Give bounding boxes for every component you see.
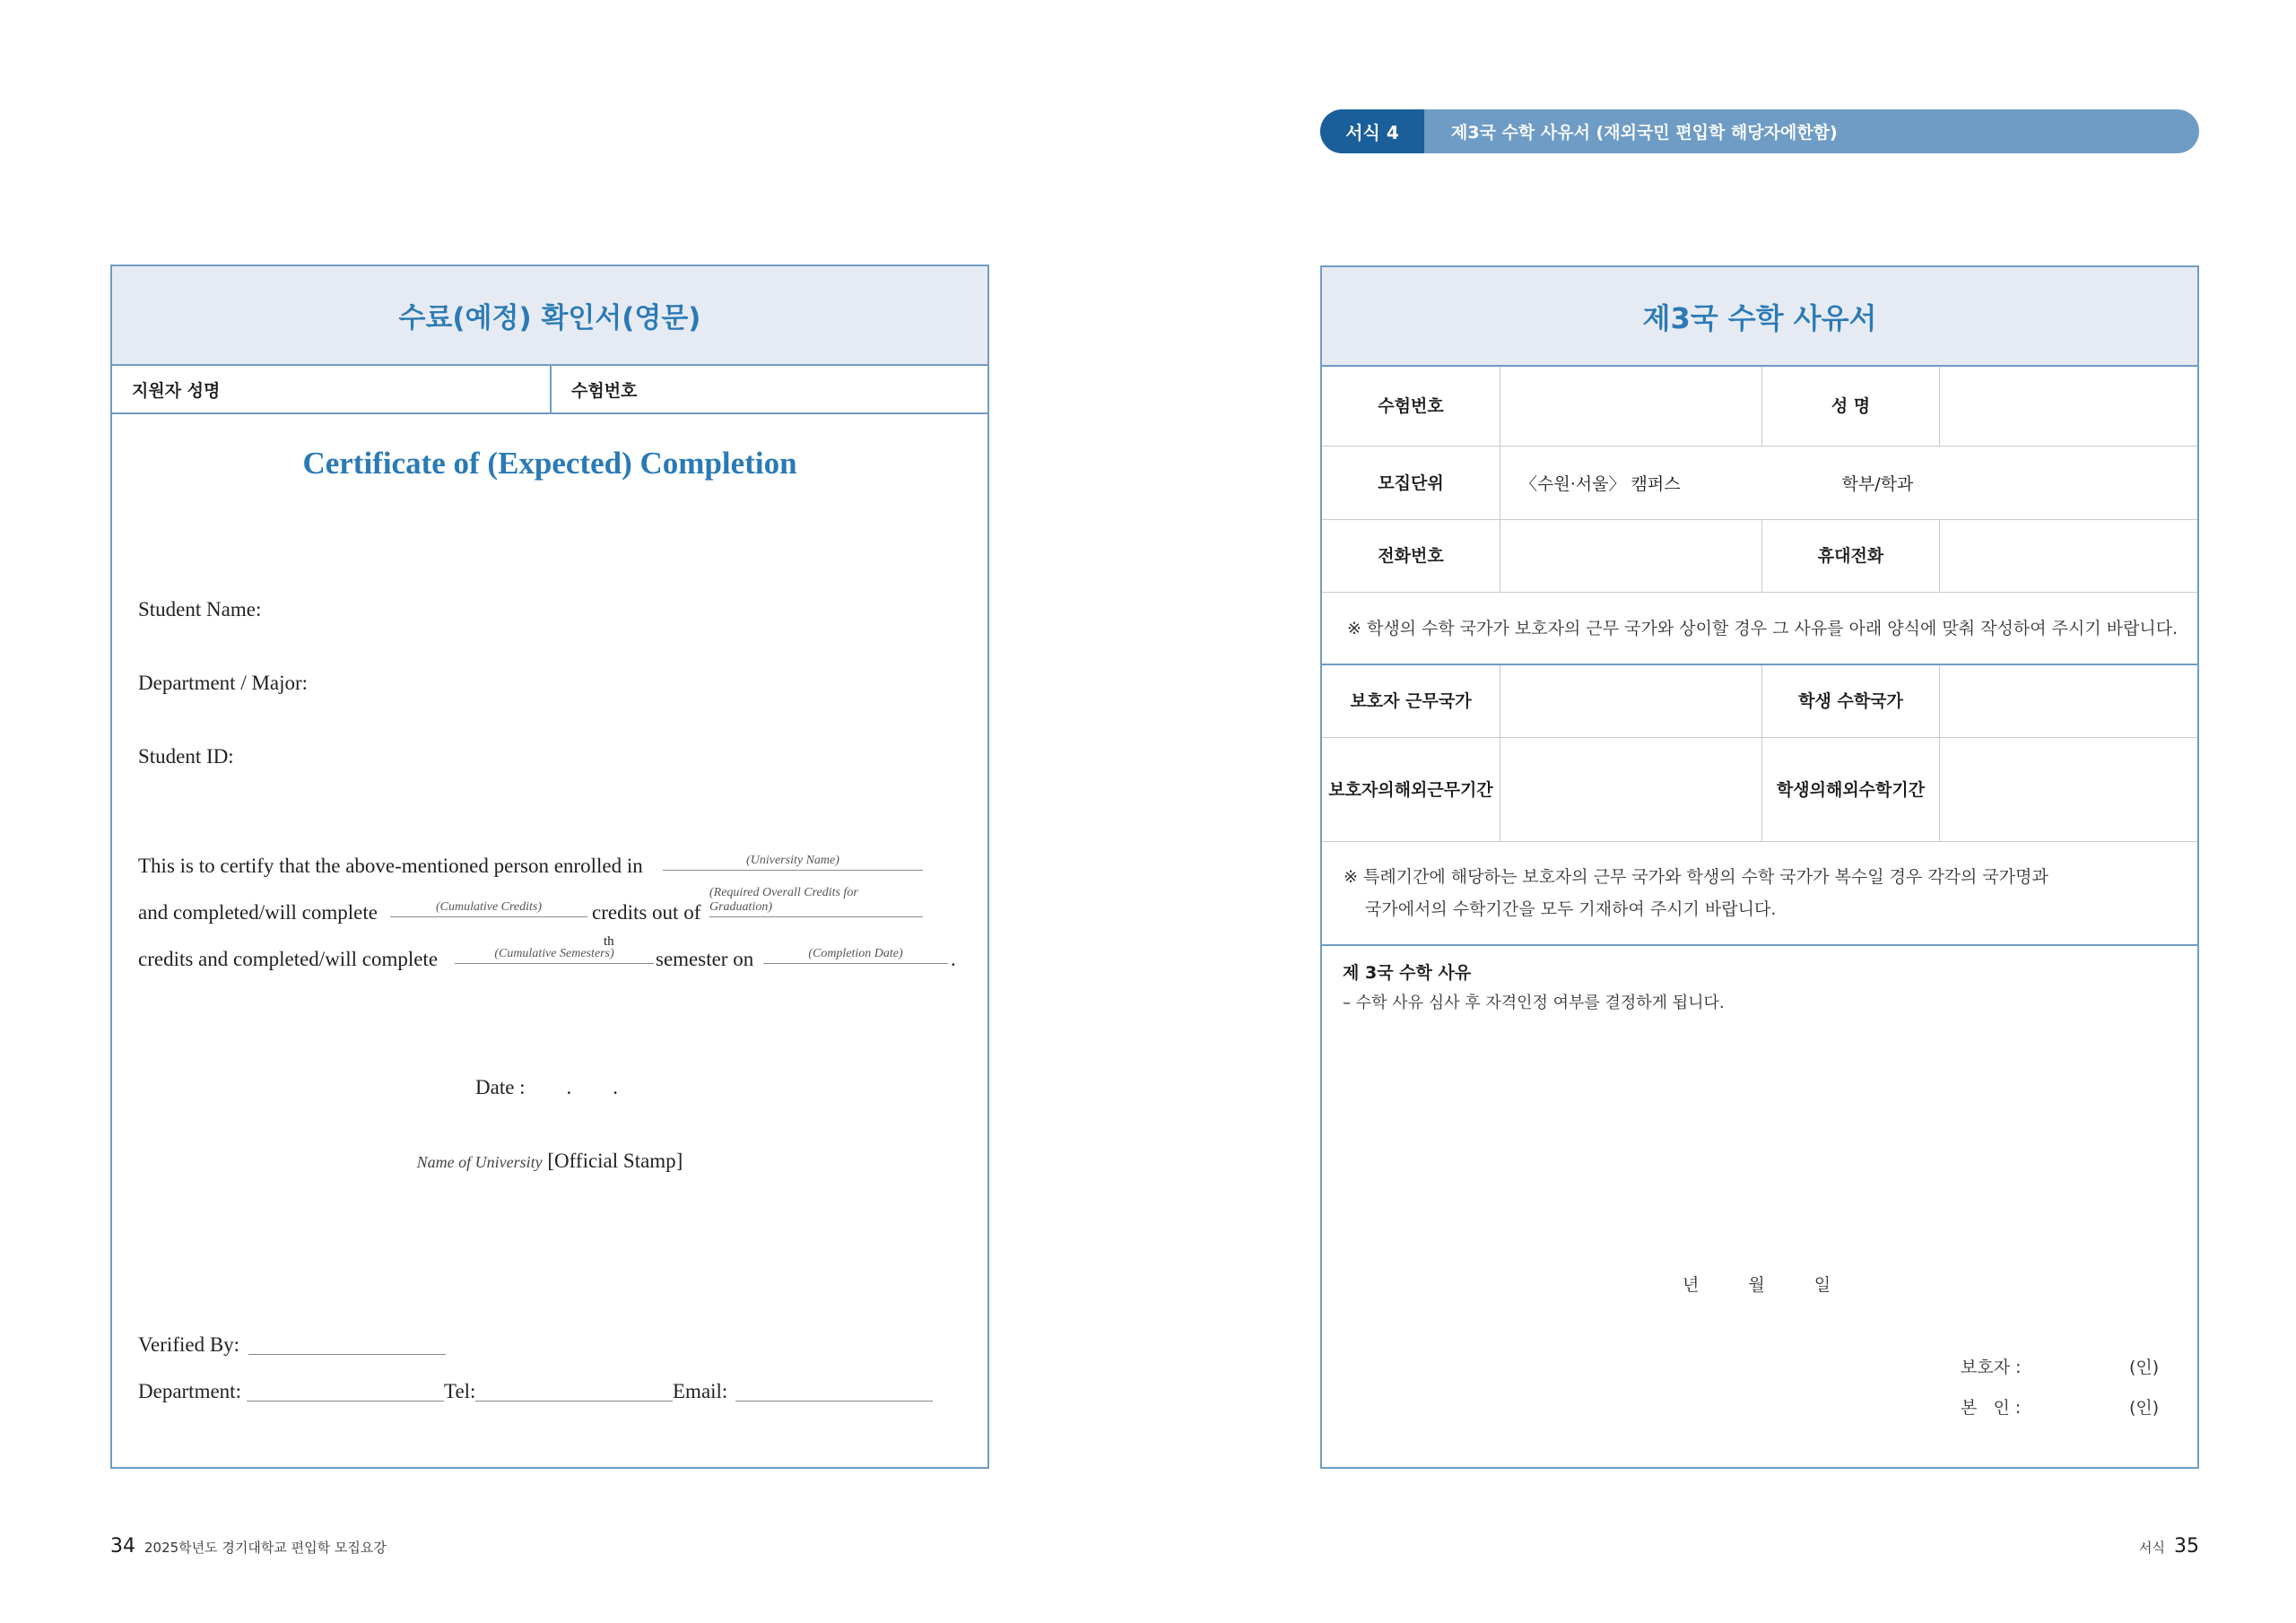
- exam-number-field[interactable]: [1500, 367, 1762, 446]
- verified-by-label: Verified By:: [138, 1333, 240, 1356]
- certificate-title: Certificate of (Expected) Completion: [302, 446, 797, 481]
- department-major-label: Department / Major:: [138, 672, 309, 694]
- reason-title: 제 3국 수학 사유: [1343, 963, 1472, 983]
- reason-section[interactable]: [1322, 946, 2197, 1469]
- guardian-sign-label: 보호자 :: [1961, 1358, 2022, 1377]
- completion-date-blank[interactable]: [763, 944, 948, 964]
- date-ymd: [1683, 1271, 1831, 1296]
- semester-on-text: semester on: [656, 948, 754, 970]
- name-label: 성 명: [1762, 367, 1940, 446]
- certify-line-2: and completed/will complete: [138, 901, 378, 924]
- self-sign-label: 본 인 :: [1961, 1398, 2022, 1418]
- guardian-country-field[interactable]: [1500, 665, 1762, 737]
- note-2: [1322, 842, 2197, 946]
- month-label: 월: [1748, 1275, 1765, 1295]
- page-number-right: 35: [2174, 1535, 2199, 1558]
- exam-number-label: 수험번호: [550, 366, 987, 412]
- footer-right: [2139, 1535, 2199, 1558]
- country-row: [1322, 665, 2197, 738]
- guardian-period-label: [1322, 738, 1500, 841]
- self-seal: (인): [2129, 1398, 2160, 1418]
- credits-out-of-text: credits out of: [592, 901, 701, 924]
- required-credits-hint: (Required Overall Credits for Graduation): [709, 886, 858, 914]
- department-blank[interactable]: [247, 1382, 444, 1402]
- guardian-period-field[interactable]: [1500, 738, 1762, 841]
- guardian-seal: (인): [2129, 1358, 2160, 1377]
- year-label: 년: [1683, 1275, 1700, 1295]
- guardian-period-label-line-1: 보호자의: [1328, 779, 1395, 800]
- recruit-unit-row: [1322, 447, 2197, 520]
- guardian-country-label: 보호자 근무국가: [1350, 691, 1472, 711]
- footer-right-text: 서식: [2139, 1540, 2165, 1556]
- completion-date-hint: (Completion Date): [808, 947, 903, 960]
- student-country-label: 학생 수학국가: [1762, 665, 1940, 737]
- department-label: Department:: [138, 1380, 241, 1402]
- form-header: 제3국 수학 사유서: [1322, 267, 2197, 367]
- form-badge: [1320, 109, 2199, 153]
- phone-label: 전화번호: [1378, 546, 1444, 566]
- footer-left: [110, 1535, 387, 1558]
- note-1: [1322, 593, 2197, 665]
- completion-certificate-form: [110, 265, 989, 1469]
- phone-field[interactable]: [1500, 520, 1762, 592]
- email-blank[interactable]: [735, 1382, 933, 1402]
- tel-blank[interactable]: [475, 1382, 673, 1402]
- day-label: 일: [1813, 1275, 1831, 1295]
- name-field[interactable]: [1940, 367, 2197, 446]
- reason-description: – 수학 사유 심사 후 자격인정 여부를 결정하게 됩니다.: [1343, 994, 1725, 1012]
- note-1-text: ※ 학생의 수학 국가가 보호자의 근무 국가와 상이할 경우 그 사유를 아래 양식에 맞춰 작성하여 주시기 바랍니다.: [1347, 618, 2179, 638]
- phone-row: [1322, 520, 2197, 593]
- verified-by-blank[interactable]: [248, 1335, 446, 1355]
- student-period-label-line-1: 학생의: [1776, 779, 1826, 800]
- exam-name-row: [1322, 367, 2197, 447]
- certify-line-1: This is to certify that the above-mentioned person enrolled in: [138, 855, 643, 877]
- page-number-left: 34: [110, 1535, 135, 1558]
- third-country-study-form: [1320, 265, 2199, 1469]
- name-of-university: Name of University: [416, 1153, 543, 1171]
- student-name-label: Student Name:: [138, 598, 262, 621]
- mobile-label: 휴대전화: [1762, 520, 1940, 592]
- mobile-field[interactable]: [1940, 520, 2197, 592]
- certify-line-3: credits and completed/will complete: [138, 948, 439, 970]
- tel-label: Tel:: [444, 1380, 476, 1402]
- student-period-field[interactable]: [1940, 738, 2197, 841]
- date-line: Date : . .: [475, 1076, 619, 1098]
- recruit-unit-label: 모집단위: [1378, 473, 1444, 493]
- exam-number-label: 수험번호: [1378, 396, 1444, 416]
- official-stamp: [Official Stamp]: [547, 1150, 683, 1172]
- required-credits-blank[interactable]: [709, 886, 923, 917]
- university-name-hint: (University Name): [746, 854, 839, 867]
- form-header: 수료(예정) 확인서(영문): [112, 266, 987, 366]
- form-badge-title: 제3국 수학 사유서 (재외국민 편입학 해당자에한함): [1451, 123, 1838, 143]
- note-2-line-2: 국가에서의 수학기간을 모두 기재하여 주시기 바랍니다.: [1365, 899, 1777, 919]
- stamp-line: [112, 1150, 987, 1173]
- student-period-label-line-2: 해외수학기간: [1825, 779, 1926, 800]
- cumulative-semesters-blank[interactable]: [455, 944, 654, 964]
- th-superscript: th: [604, 934, 614, 949]
- period-row: [1322, 738, 2197, 842]
- campus-text: 〈수원·서울〉 캠퍼스: [1520, 474, 1681, 494]
- recruit-unit-field[interactable]: [1500, 447, 2197, 519]
- footer-left-text: 2025학년도 경기대학교 편입학 모집요강: [144, 1540, 387, 1556]
- student-country-field[interactable]: [1940, 665, 2197, 737]
- cumulative-credits-hint: (Cumulative Credits): [435, 900, 543, 914]
- cumulative-credits-blank[interactable]: [390, 898, 587, 917]
- cumulative-semesters-hint: (Cumulative Semesters): [494, 947, 614, 960]
- student-period-label: [1762, 738, 1940, 841]
- guardian-period-label-line-2: 해외근무기간: [1394, 779, 1493, 800]
- university-name-blank[interactable]: [663, 851, 923, 871]
- email-label: Email:: [673, 1380, 728, 1402]
- applicant-info-row: [112, 366, 987, 414]
- form-number: 서식 4: [1320, 109, 1424, 153]
- applicant-name-label: 지원자 성명: [132, 380, 221, 401]
- period-mark: .: [951, 948, 956, 970]
- department-text: 학부/학과: [1841, 474, 1914, 494]
- student-id-label: Student ID:: [138, 745, 234, 768]
- note-2-line-1: ※ 특례기간에 해당하는 보호자의 근무 국가와 학생의 수학 국가가 복수일 경우 각각의 국가명과: [1344, 867, 2048, 887]
